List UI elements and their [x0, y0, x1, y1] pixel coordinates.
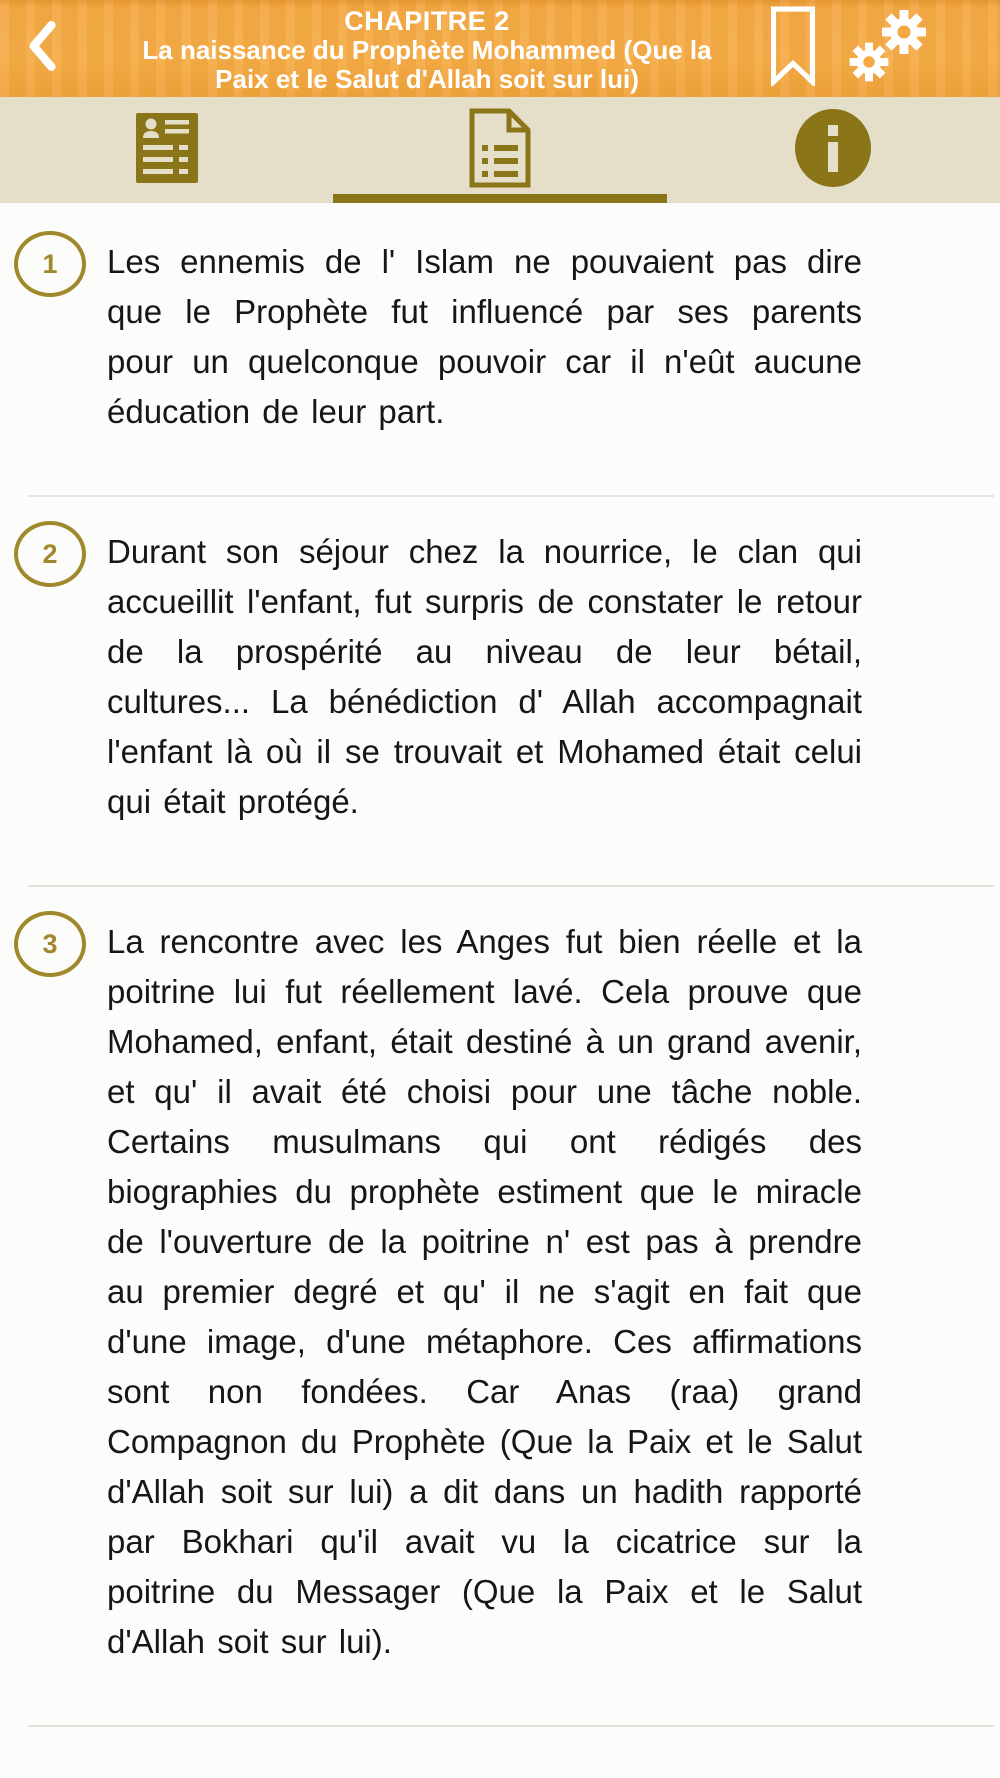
paragraph-divider [28, 1725, 994, 1727]
bookmark-button[interactable] [770, 6, 816, 91]
bookmark-icon [770, 6, 816, 91]
settings-button[interactable] [842, 6, 938, 91]
paragraph-number-column [0, 917, 107, 977]
document-list-icon [469, 108, 531, 193]
selected-tab-indicator [333, 194, 666, 203]
paragraph-3 [0, 917, 1000, 1667]
paragraph-number-column [0, 527, 107, 587]
paragraph-divider [28, 885, 994, 887]
info-icon [794, 108, 872, 193]
header-titles [84, 6, 770, 94]
paragraph-text: Les ennemis de l' Islam ne pouvaient pas dire que le Prophète fut influencé par ses parents pour un quelconque pouvoir car il n'eût aucune éducation de leur part. [107, 243, 862, 430]
tab-chapters-list[interactable] [0, 97, 333, 203]
chapter-label: CHAPITRE 2 [344, 5, 510, 36]
back-button[interactable] [0, 20, 84, 77]
paragraph-2 [0, 527, 1000, 827]
paragraph-text: Durant son séjour chez la nourrice, le clan qui accueillit l'enfant, fut surpris de constater le retour de la prospérité au niveau de leur bétail, cultures... La bénédiction d' Allah accompagnait l'enfant là où il se trouvait et Mohamed était celui qui était protégé. [107, 533, 862, 820]
paragraph-1 [0, 237, 1000, 437]
tab-bar [0, 97, 1000, 203]
header-actions [770, 0, 1000, 97]
tab-info[interactable] [667, 97, 1000, 203]
paragraph-number-badge: 2 [14, 521, 86, 587]
chapter-title: La naissance du Prophète Mohammed (Que la Paix et le Salut d'Allah soit sur lui) [142, 34, 712, 94]
paragraph-number-badge: 1 [14, 231, 86, 297]
paragraph-divider [28, 495, 994, 497]
chapter-text-content [0, 203, 1000, 1727]
app-header [0, 0, 1000, 97]
paragraph-number-badge: 3 [14, 911, 86, 977]
chevron-left-icon [25, 20, 59, 77]
settings-gears-icon [842, 6, 938, 91]
paragraph-number-column [0, 237, 107, 297]
paragraph-text: La rencontre avec les Anges fut bien réelle et la poitrine lui fut réellement lavé. Cela prouve que Mohamed, enfant, était destiné à un grand avenir, et qu' il avait été choisi pour une tâche noble. Certains musulmans qui ont rédigés des biographies du prophète estiment que le miracle de l'ouverture de la poitrine n' est pas à prendre au premier degré et qu' il ne s'agit en fait que d'une image, d'une métaphore. Ces affirmations sont non fondées. Car Anas (raa) grand Compagnon du Prophète (Que la Paix et le Salut d'Allah soit sur lui) a dit dans un hadith rapporté par Bokhari qu'il avait vu la cicatrice sur la poitrine du Messager (Que la Paix et le Salut d'Allah soit sur lui). [107, 923, 862, 1660]
author-list-icon [135, 112, 199, 189]
tab-reading[interactable] [333, 97, 666, 203]
